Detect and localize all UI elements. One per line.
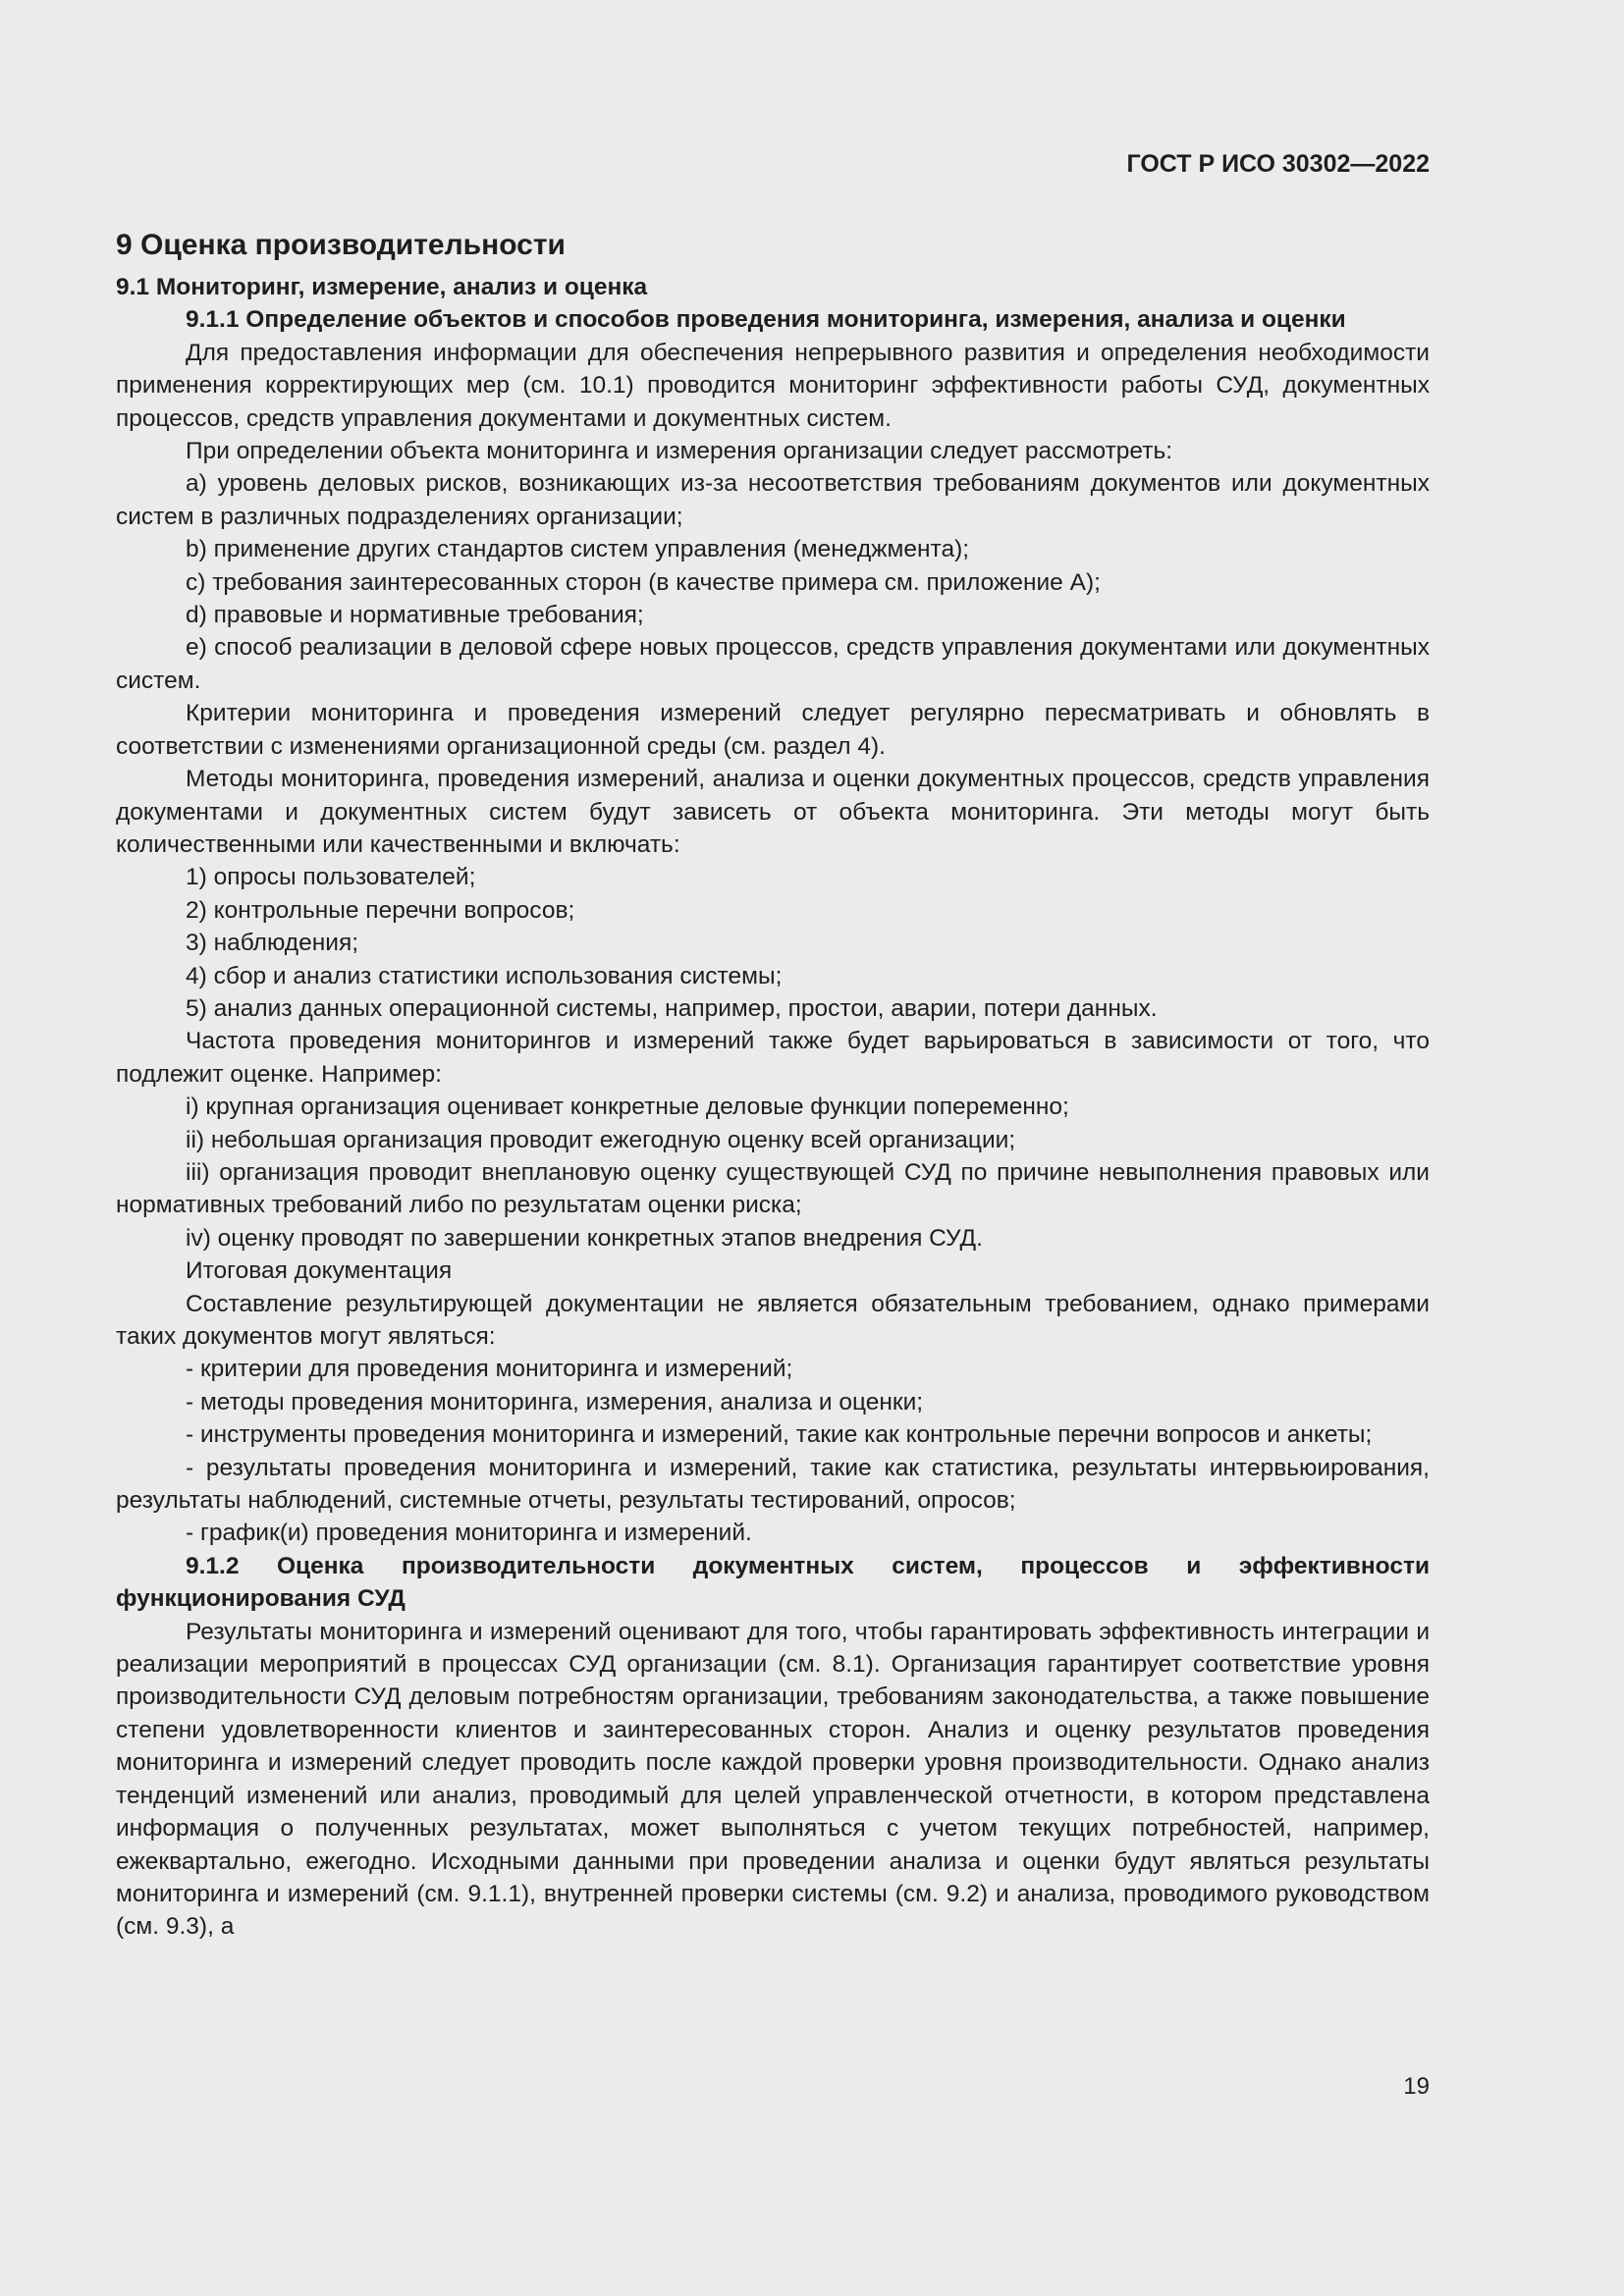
subsection-heading: 9.1 Мониторинг, измерение, анализ и оценка <box>116 274 648 300</box>
paragraph: Частота проведения мониторингов и измерений также будет варьироваться в зависимости от того, что подлежит оценке. Например: <box>116 1028 1430 1088</box>
paragraph: Критерии мониторинга и проведения измерений следует регулярно пересматривать и обновлять в соответствии с изменениями организационной среды (см. раздел 4). <box>116 700 1430 760</box>
list-item: e) способ реализации в деловой сфере новых процессов, средств управления документами или документных систем. <box>116 634 1430 694</box>
list-item: b) применение других стандартов систем управления (менеджмента); <box>186 536 970 563</box>
list-item: - методы проведения мониторинга, измерения, анализа и оценки; <box>186 1388 924 1415</box>
list-item: iii) организация проводит внеплановую оценку существующей СУД по причине невыполнения правовых или нормативных требований либо по результатам оценки риска; <box>116 1158 1430 1219</box>
list-item: - критерии для проведения мониторинга и измерений; <box>186 1356 793 1383</box>
list-item: iv) оценку проводят по завершении конкретных этапов внедрения СУД. <box>186 1224 983 1252</box>
list-item: d) правовые и нормативные требования; <box>186 602 644 629</box>
paragraph: Итоговая документация <box>186 1257 453 1285</box>
list-item: - инструменты проведения мониторинга и измерений, такие как контрольные перечни вопросов и анкеты; <box>186 1421 1373 1449</box>
list-item: - результаты проведения мониторинга и измерений, такие как статистика, результаты интервьюирования, результаты наблюдений, системные отчеты, результаты тестирований, опросов; <box>116 1454 1430 1515</box>
list-item: 3) наблюдения; <box>186 930 359 957</box>
list-item: - график(и) проведения мониторинга и измерений. <box>186 1520 752 1547</box>
list-item: 5) анализ данных операционной системы, например, простои, аварии, потери данных. <box>186 994 1158 1022</box>
clause-heading-9-1-1: 9.1.1 Определение объектов и способов проведения мониторинга, измерения, анализа и оценки <box>186 306 1346 334</box>
paragraph: Для предоставления информации для обеспечения непрерывного развития и определения необходимости применения корректирующих мер (см. 10.1) проводится мониторинг эффективности работы СУД, документных процессов, средств управления документами и документных систем. <box>116 339 1430 432</box>
page-content <box>116 220 1430 1944</box>
paragraph: При определении объекта мониторинга и измерения организации следует рассмотреть: <box>186 438 1173 465</box>
list-item: a) уровень деловых рисков, возникающих из-за несоответствия требованиям документов или документных систем в различных подразделениях организации; <box>116 470 1430 530</box>
document-header: ГОСТ Р ИСО 30302—2022 <box>1126 150 1430 178</box>
paragraph: Результаты мониторинга и измерений оценивают для того, чтобы гарантировать эффективность интеграции и реализации мероприятий в процессах СУД организации (см. 8.1). Организация гарантирует соответствие уровня производительности СУД деловым потребностям организации, требованиям законодательства, а также повышение степени удовлетворенности клиентов и заинтересованных сторон. Анализ и оценку результатов проведения мониторинга и измерений следует проводить после каждой проверки уровня производительности. Однако анализ тенденций изменений или анализ, проводимый для целей управленческой отчетности, в котором представлена информация о полученных результатах, может выполняться с учетом текущих потребностей, например, ежеквартально, ежегодно. Исходными данными при проведении анализа и оценки будут являться результаты мониторинга и измерений (см. 9.1.1), внутренней проверки системы (см. 9.2) и анализа, проводимого руководством (см. 9.3), а <box>116 1618 1430 1941</box>
paragraph: Составление результирующей документации не является обязательным требованием, однако примерами таких документов могут являться: <box>116 1290 1430 1350</box>
section-heading: 9 Оценка производительности <box>116 229 566 261</box>
list-item: ii) небольшая организация проводит ежегодную оценку всей организации; <box>186 1126 1016 1153</box>
list-item: c) требования заинтересованных сторон (в качестве примера см. приложение А); <box>186 568 1101 596</box>
list-item: 2) контрольные перечни вопросов; <box>186 896 575 924</box>
page-number: 19 <box>1403 2073 1430 2100</box>
list-item: i) крупная организация оценивает конкретные деловые функции попеременно; <box>186 1094 1069 1121</box>
paragraph: Методы мониторинга, проведения измерений, анализа и оценки документных процессов, средств управления документами и документных систем будут зависеть от объекта мониторинга. Эти методы могут быть количественными или качественными и включать: <box>116 766 1430 858</box>
list-item: 1) опросы пользователей; <box>186 864 476 891</box>
clause-heading-9-1-2: 9.1.2 Оценка производительности документных систем, процессов и эффективности функционирования СУД <box>116 1552 1430 1613</box>
list-item: 4) сбор и анализ статистики использования системы; <box>186 962 783 989</box>
